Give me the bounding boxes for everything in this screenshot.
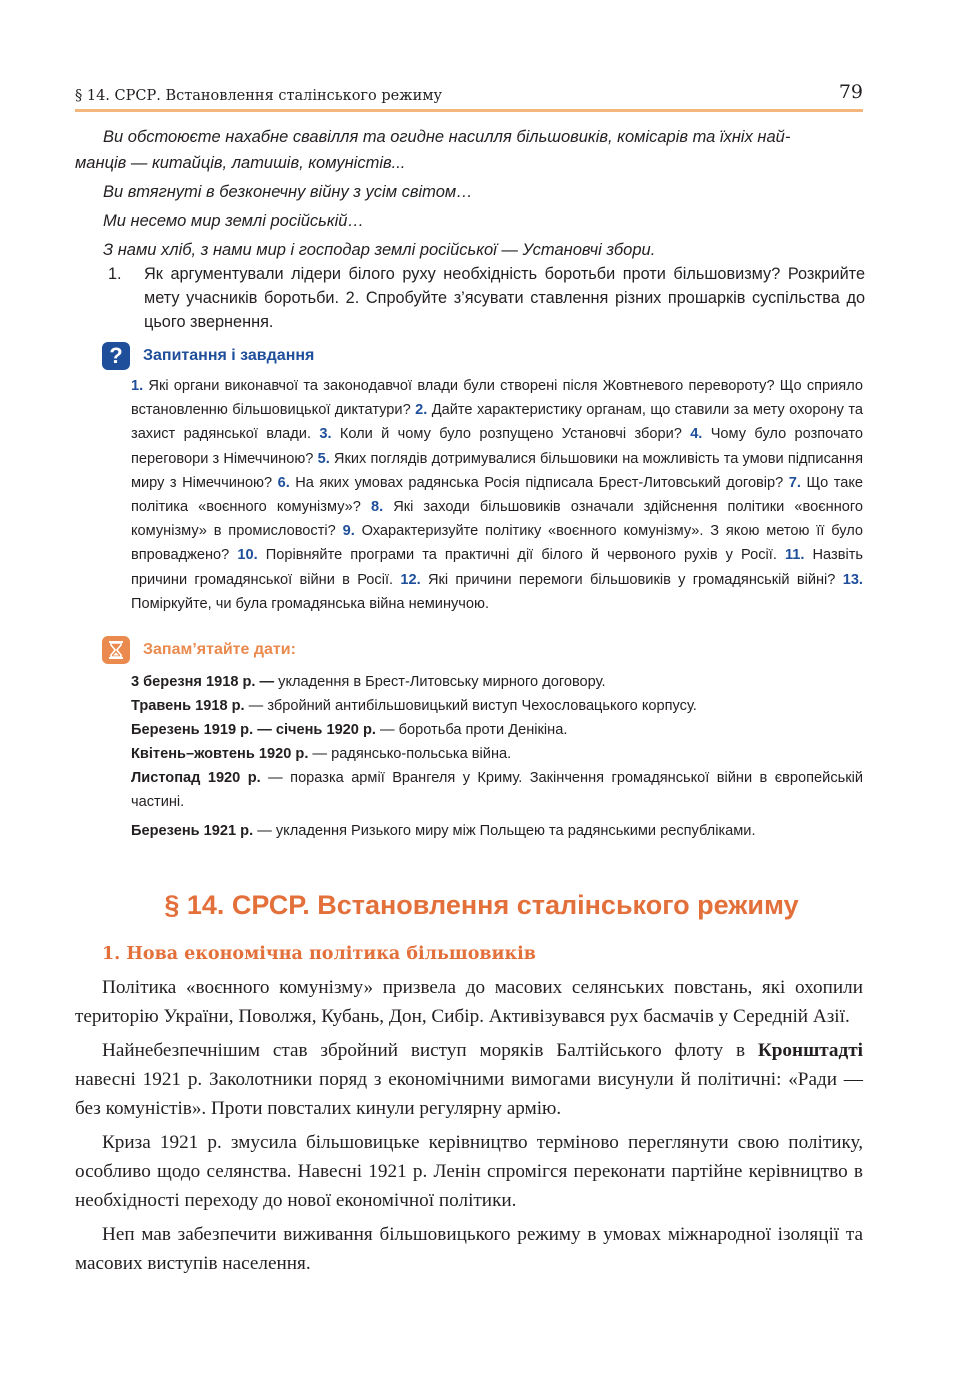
question-text: Порівняйте програми та практичні дії білого й червоного рухів у Росії.: [265, 547, 777, 564]
question-number: 11.: [784, 547, 805, 564]
question-text: Які органи виконавчої та законодавчої влади були створені після Жовтневого перевороту? Що сприяло встановленню більшовицької диктатури?: [131, 378, 863, 419]
question-number: 12.: [400, 571, 421, 588]
date-label: Березень 1921 р.: [131, 823, 254, 839]
source-question-number: 1.: [108, 265, 122, 283]
question-text: Які заходи більшовиків означали здійснення політики «воєнного комунізму» в промисловості?: [131, 499, 864, 540]
question-number: 9.: [342, 523, 355, 540]
date-text: — боротьба проти Денікіна.: [375, 722, 568, 738]
quote-line: Ми несемо мир землі російській…: [103, 212, 364, 230]
paragraph-text: навесні 1921 р. Заколотники поряд з економічними вимогами висунули й політичні: «Ради — без комуністів». Проти повсталих кинули регулярну армію.: [75, 1069, 863, 1119]
question-number: 2.: [415, 402, 428, 419]
question-text: Які причини перемоги більшовиків у громадянській війні?: [427, 571, 836, 588]
question-text: Що таке політика «воєнного комунізму»?: [131, 474, 864, 516]
question-number: 3.: [319, 426, 332, 443]
question-number: 10.: [237, 547, 258, 564]
quote-line: З нами хліб, з нами мир і господар землі російської — Установчі збори.: [103, 241, 656, 259]
subsection-title: 1. Нова економічна політика більшовиків: [102, 944, 536, 964]
date-label: 3 березня 1918 р. —: [131, 674, 275, 690]
running-header: [75, 82, 863, 112]
question-number: 4.: [690, 426, 703, 443]
date-text: укладення в Брест-Литовську мирного договору.: [274, 674, 606, 690]
question-number: 13.: [842, 571, 863, 588]
emphasis-term: Кронштадті: [757, 1040, 863, 1061]
date-text: — поразка армії Врангеля у Криму. Закінчення громадянської війни в європейській частині.: [131, 770, 863, 810]
question-text: На яких умовах радянська Росія підписала Брест-Литовський договір?: [295, 474, 784, 491]
date-label: Квітень–жовтень 1920 р.: [131, 746, 309, 762]
date-item: [131, 766, 863, 814]
date-label: Травень 1918 р.: [131, 698, 245, 714]
page-number: 79: [838, 81, 863, 103]
date-text: — укладення Ризького миру між Польщею та радянськими республіками.: [253, 823, 756, 839]
paragraph: Криза 1921 р. змусила більшовицьке керівництво терміново переглянути свою політику, особливо щодо селянства. Навесні 1921 р. Ленін спромігся переконати партійне керівництво в необхідності переходу до нової економічної політики.: [75, 1132, 863, 1211]
question-number: 8.: [370, 499, 384, 516]
paragraph: Неп мав забезпечити виживання більшовицького режиму в умовах міжнародної ізоляції та масових виступів населення.: [75, 1224, 863, 1274]
question-number: 1.: [131, 378, 144, 394]
date-text: — збройний антибільшовицький виступ Чехословацького корпусу.: [244, 698, 697, 714]
paragraph: [75, 1036, 863, 1123]
question-text: Дайте характеристику органам, що ставили за мету охорону та захист радянської влади.: [131, 402, 864, 443]
date-item: [131, 718, 863, 742]
question-number: 5.: [317, 450, 330, 467]
quote-line: Ви втягнуті в безконечну війну з усім світом…: [103, 183, 473, 201]
section-title: § 14. СРСР. Встановлення сталінського режиму: [164, 890, 799, 920]
paragraph-text: Найнебезпечнішим став збройний виступ моряків Балтійського флоту в: [102, 1040, 758, 1061]
question-text: Коли й чому було розпущено Установчі збори?: [339, 426, 682, 443]
date-item: [131, 670, 863, 694]
quote-line: Ви обстоюєте нахабне свавілля та огидне насилля більшовиків, комісарів та їхніх най-: [103, 128, 791, 146]
question-number: 7.: [788, 474, 801, 491]
date-item: [131, 694, 863, 718]
question-number: 6.: [277, 474, 290, 491]
paragraph: Політика «воєнного комунізму» призвела до масових селянських повстань, які охопили територію України, Поволжя, Кубань, Дон, Сибір. Активізувався рух басмачів у Середній Азії.: [75, 977, 863, 1027]
source-questions: [108, 262, 865, 334]
date-label: Березень 1919 р. — січень 1920 р.: [131, 722, 376, 738]
question-text: Яких поглядів дотримувалися більшовики на можливість та умови підписання миру з Німеччиною?: [131, 450, 864, 491]
questions-title: Запитання і завдання: [143, 347, 315, 364]
quote-block: [75, 124, 865, 263]
question-text: Назвіть причини громадянської війни в Росії.: [131, 547, 863, 588]
source-question-text: Як аргументували лідери білого руху необхідність боротьби проти більшовизму? Розкрийте мету учасників боротьби. 2. Спробуйте з’ясувати ставлення різних прошарків суспільства до цього звернення.: [144, 265, 865, 331]
dates-header: [102, 636, 296, 664]
hourglass-icon: [102, 636, 130, 664]
date-text: — радянсько-польська війна.: [308, 746, 512, 762]
questions-list: [131, 374, 863, 616]
running-title: § 14. СРСР. Встановлення сталінського режиму: [75, 88, 443, 104]
question-text: Поміркуйте, чи була громадянська війна неминучою.: [131, 595, 490, 612]
dates-title: Запам’ятайте дати:: [143, 641, 296, 658]
question-icon: ?: [102, 342, 130, 370]
date-item: [131, 819, 863, 843]
quote-line: манців — китайців, латишів, комуністів...: [75, 154, 406, 172]
question-text: Охарактеризуйте політику «воєнного комунізму». З якою метою її було впроваджено?: [131, 523, 863, 564]
questions-header: [102, 342, 314, 370]
dates-list: [131, 670, 863, 843]
question-text: Чому було розпочато переговори з Німеччиною?: [131, 426, 864, 467]
date-item: [131, 742, 863, 766]
section-body: [75, 973, 863, 1278]
date-label: Листопад 1920 р.: [131, 770, 261, 786]
